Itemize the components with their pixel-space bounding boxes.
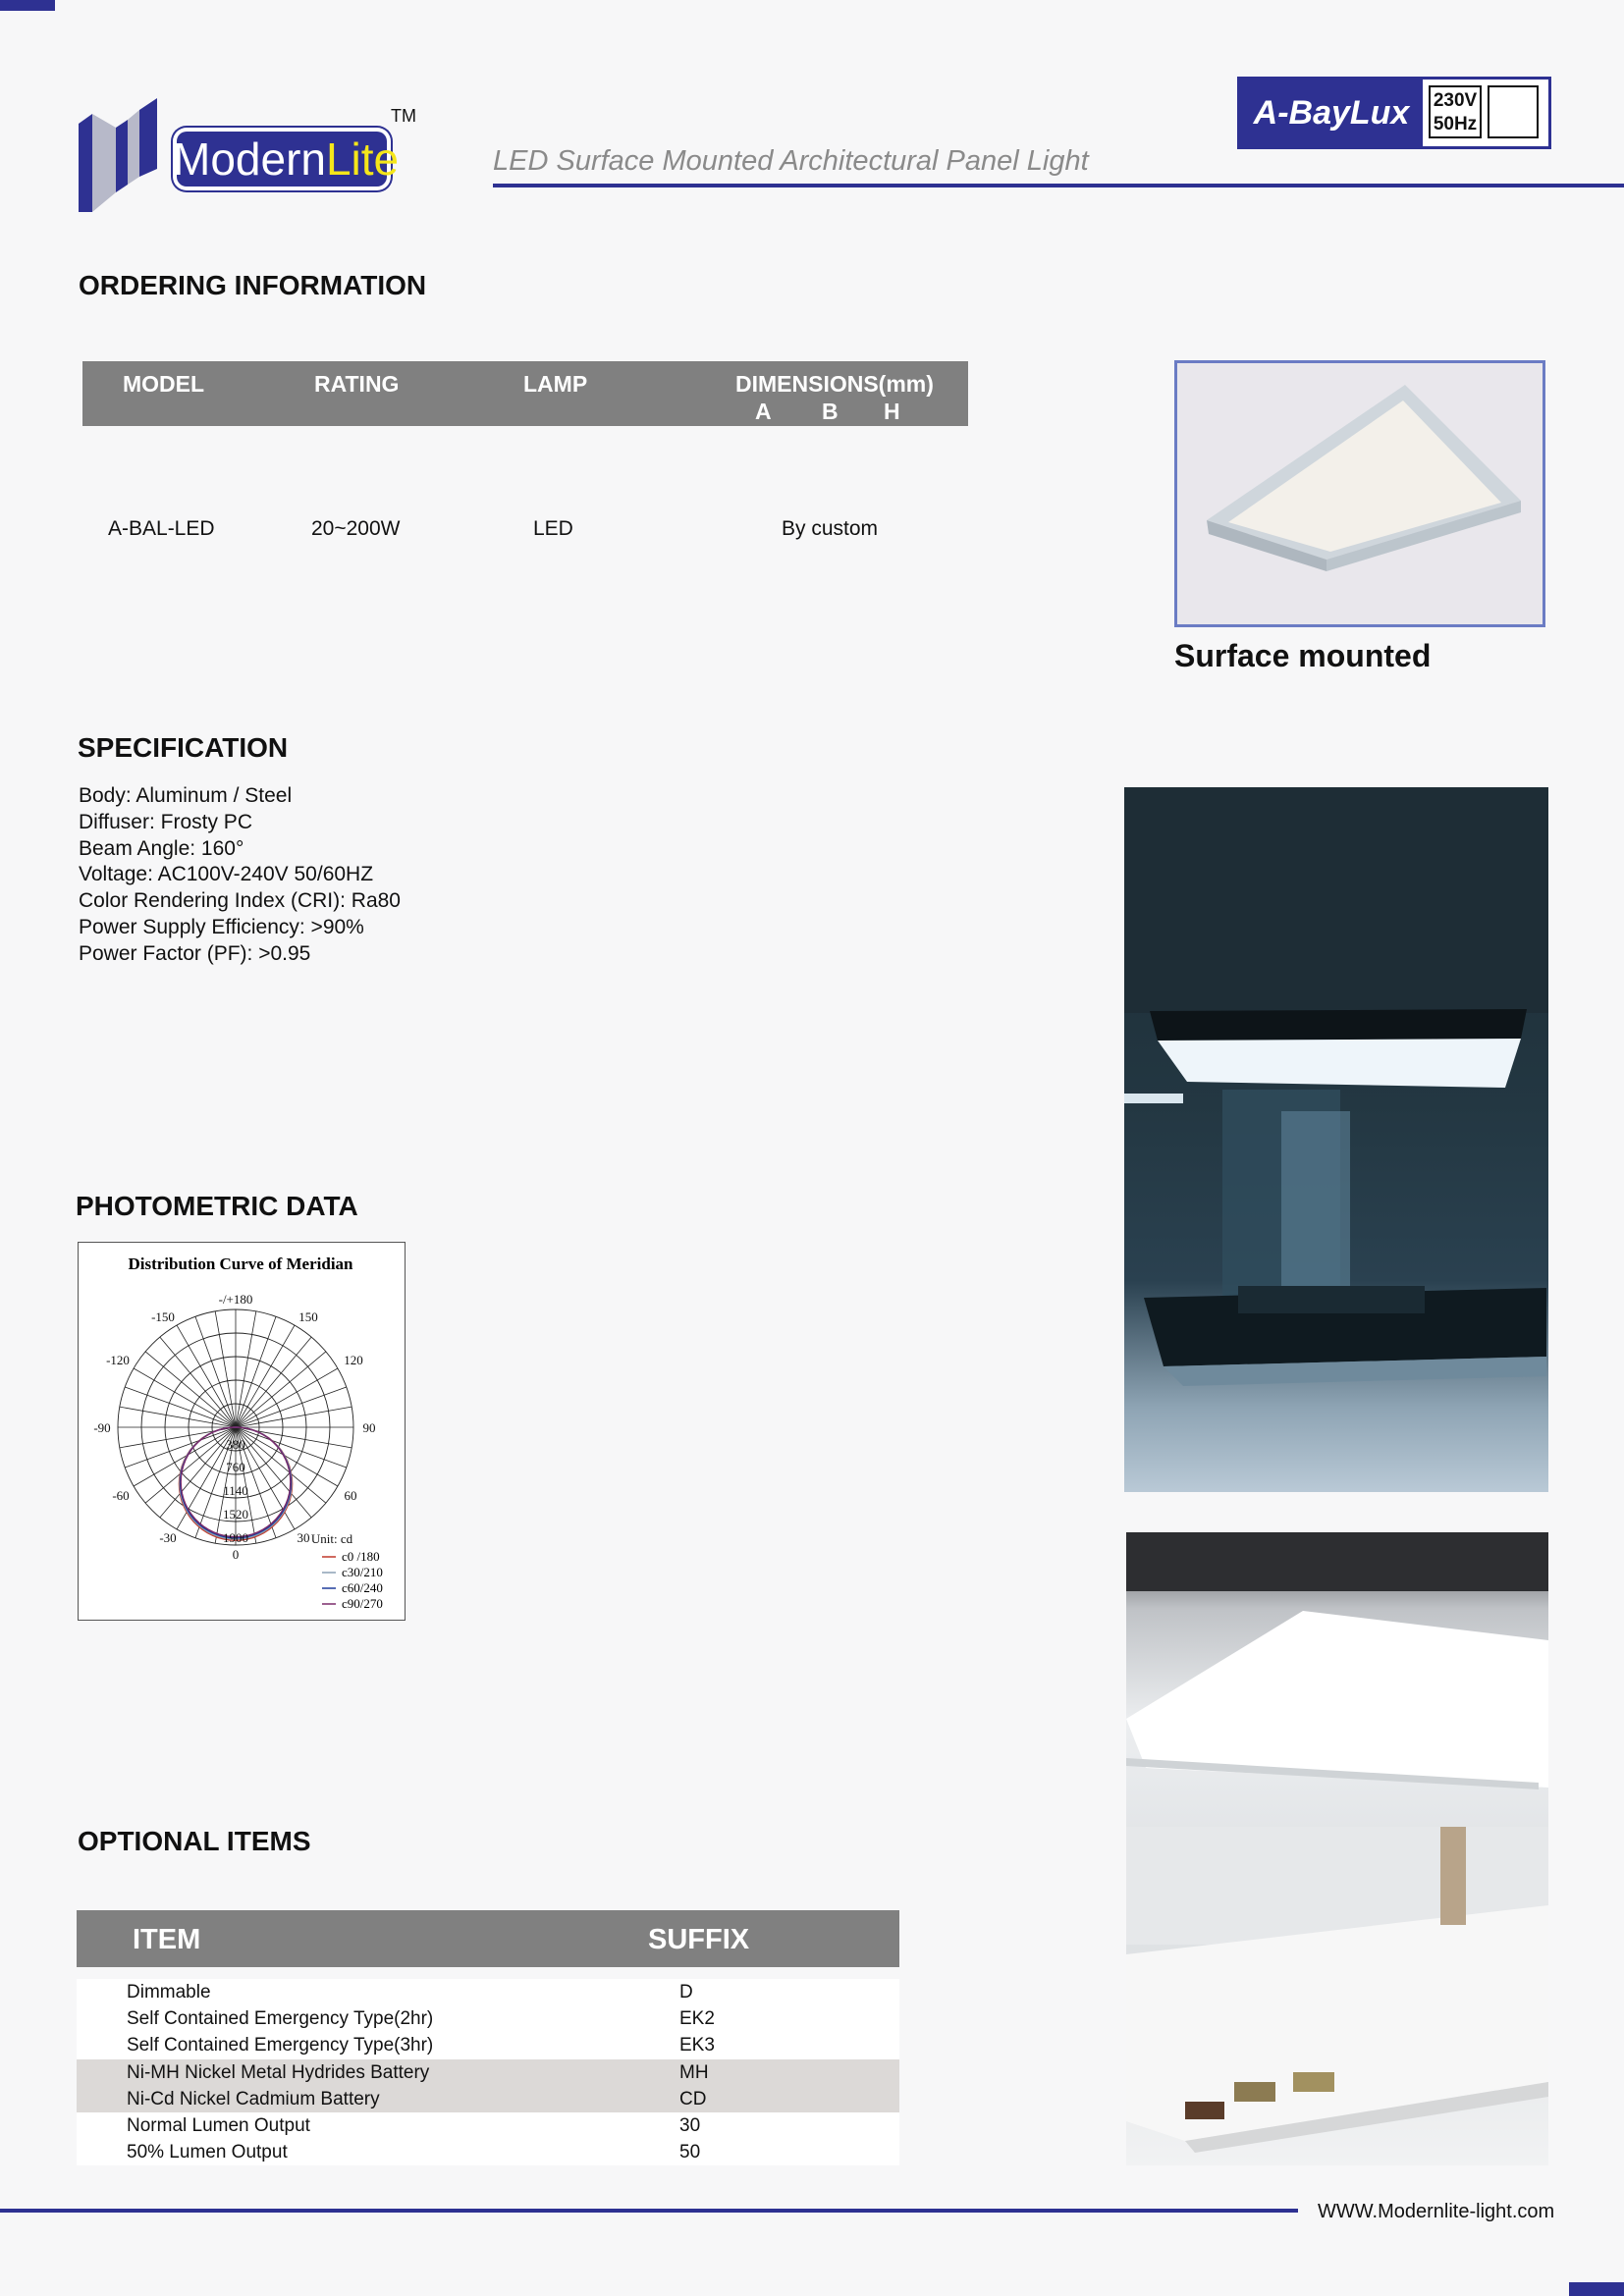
cell-item: Self Contained Emergency Type(2hr) — [127, 2008, 434, 2030]
corner-accent — [0, 0, 55, 11]
col-dim-a: A — [755, 399, 772, 424]
cell-item: Ni-MH Nickel Metal Hydrides Battery — [127, 2061, 430, 2083]
col-item: ITEM — [133, 1924, 201, 1955]
cell-model: A-BAL-LED — [108, 517, 215, 540]
spec-line: Color Rendering Index (CRI): Ra80 — [79, 889, 401, 913]
table-row — [77, 2005, 899, 2032]
cell-item: Dimmable — [127, 1982, 211, 2002]
badge-voltage: 230V 50Hz — [1429, 85, 1482, 138]
legend-label: c0 /180 — [342, 1549, 380, 1564]
radial-label: 1140 — [223, 1483, 248, 1498]
table-row — [77, 2032, 899, 2058]
logo-wordmark: ModernLite — [173, 128, 391, 190]
spec-line: Diffuser: Frosty PC — [79, 810, 252, 833]
col-lamp: LAMP — [523, 371, 588, 397]
optional-table — [77, 1910, 899, 2165]
polar-distribution-chart — [79, 1243, 404, 1619]
angle-label-p30: 30 — [297, 1530, 310, 1545]
cell-suffix: MH — [679, 2061, 709, 2083]
chart-title: Distribution Curve of Meridian — [128, 1255, 353, 1273]
table-row — [77, 2086, 899, 2112]
spec-line: Body: Aluminum / Steel — [79, 784, 293, 807]
radial-label: 1900 — [223, 1530, 248, 1545]
footer-website-link[interactable]: WWW.Modernlite-light.com — [1318, 2201, 1555, 2222]
spec-line: Beam Angle: 160° — [79, 836, 244, 860]
col-dim-h: H — [884, 399, 900, 424]
product-photo — [1174, 360, 1545, 627]
legend-label: c60/240 — [342, 1580, 383, 1595]
ordering-table-header — [82, 361, 968, 426]
cell-dimensions: By custom — [782, 517, 879, 540]
table-row — [77, 2139, 899, 2165]
photometric-chart — [78, 1242, 406, 1621]
cell-suffix: CD — [679, 2088, 707, 2109]
specification-title: SPECIFICATION — [78, 732, 289, 763]
page-subtitle: LED Surface Mounted Architectural Panel Light — [493, 145, 1089, 177]
cell-suffix: EK3 — [679, 2035, 715, 2056]
spec-line: Power Supply Efficiency: >90% — [79, 915, 364, 938]
badge-name: A-BayLux — [1240, 80, 1423, 146]
table-row — [77, 1979, 899, 2005]
footer-divider — [0, 2209, 1298, 2213]
panel-light-illustration — [1177, 363, 1543, 624]
optional-title: OPTIONAL ITEMS — [78, 1826, 311, 1856]
cell-rating: 20~200W — [311, 517, 401, 540]
cell-item: Ni-Cd Nickel Cadmium Battery — [127, 2088, 380, 2109]
logo-mark-icon — [77, 94, 175, 222]
col-rating: RATING — [314, 371, 400, 397]
brand-logo — [77, 94, 430, 222]
cell-item: Self Contained Emergency Type(3hr) — [127, 2035, 434, 2056]
product-caption: Surface mounted — [1174, 638, 1432, 673]
corner-accent — [1569, 2282, 1624, 2296]
unit-label: Unit: cd — [310, 1531, 353, 1546]
angle-label-n30: -30 — [159, 1530, 177, 1545]
radial-label: 380 — [226, 1437, 245, 1452]
trademark: TM — [391, 106, 416, 126]
photometric-title: PHOTOMETRIC DATA — [76, 1191, 358, 1221]
cell-suffix: 50 — [679, 2142, 701, 2163]
radial-label: 760 — [226, 1460, 245, 1474]
angle-label-bottom: 0 — [232, 1547, 240, 1562]
table-row — [77, 2112, 899, 2139]
cell-suffix: 30 — [679, 2114, 701, 2136]
radial-label: 1520 — [223, 1507, 248, 1522]
col-model: MODEL — [123, 371, 205, 397]
chart-legend — [322, 1549, 383, 1611]
legend-label: c30/210 — [342, 1565, 383, 1579]
legend-label: c90/270 — [342, 1596, 383, 1611]
optional-table-header — [77, 1910, 899, 1967]
header-divider — [493, 184, 1624, 187]
cell-suffix: EK2 — [679, 2008, 715, 2030]
table-row — [77, 2059, 899, 2086]
col-suffix: SUFFIX — [648, 1924, 750, 1955]
col-dim-b: B — [822, 399, 839, 424]
angle-label-n150: -150 — [151, 1309, 175, 1324]
interior-photo-dark — [1124, 787, 1548, 1492]
col-dimensions: DIMENSIONS(mm) — [735, 371, 934, 397]
spec-line: Power Factor (PF): >0.95 — [79, 941, 311, 965]
cell-item: Normal Lumen Output — [127, 2114, 310, 2136]
cell-item: 50% Lumen Output — [127, 2142, 288, 2163]
dark-scene-illustration — [1124, 787, 1548, 1492]
angle-label-n60: -60 — [112, 1488, 130, 1503]
angle-label-n90: -90 — [93, 1420, 111, 1435]
cell-suffix: D — [679, 1982, 693, 2002]
ordering-table — [82, 361, 968, 540]
product-badge — [1237, 77, 1551, 149]
white-scene-illustration — [1126, 1532, 1548, 2165]
angle-label-top: -/+180 — [218, 1292, 253, 1307]
ordering-title: ORDERING INFORMATION — [79, 270, 427, 300]
interior-photo-white — [1126, 1532, 1548, 2165]
angle-label-p150: 150 — [298, 1309, 318, 1324]
specification-list — [79, 783, 401, 968]
badge-empty-box — [1488, 85, 1539, 138]
angle-label-p60: 60 — [344, 1488, 357, 1503]
angle-label-n120: -120 — [106, 1353, 130, 1367]
cell-lamp: LED — [533, 517, 573, 540]
angle-label-p120: 120 — [344, 1353, 363, 1367]
angle-label-p90: 90 — [362, 1420, 376, 1435]
spec-line: Voltage: AC100V-240V 50/60HZ — [79, 863, 374, 886]
